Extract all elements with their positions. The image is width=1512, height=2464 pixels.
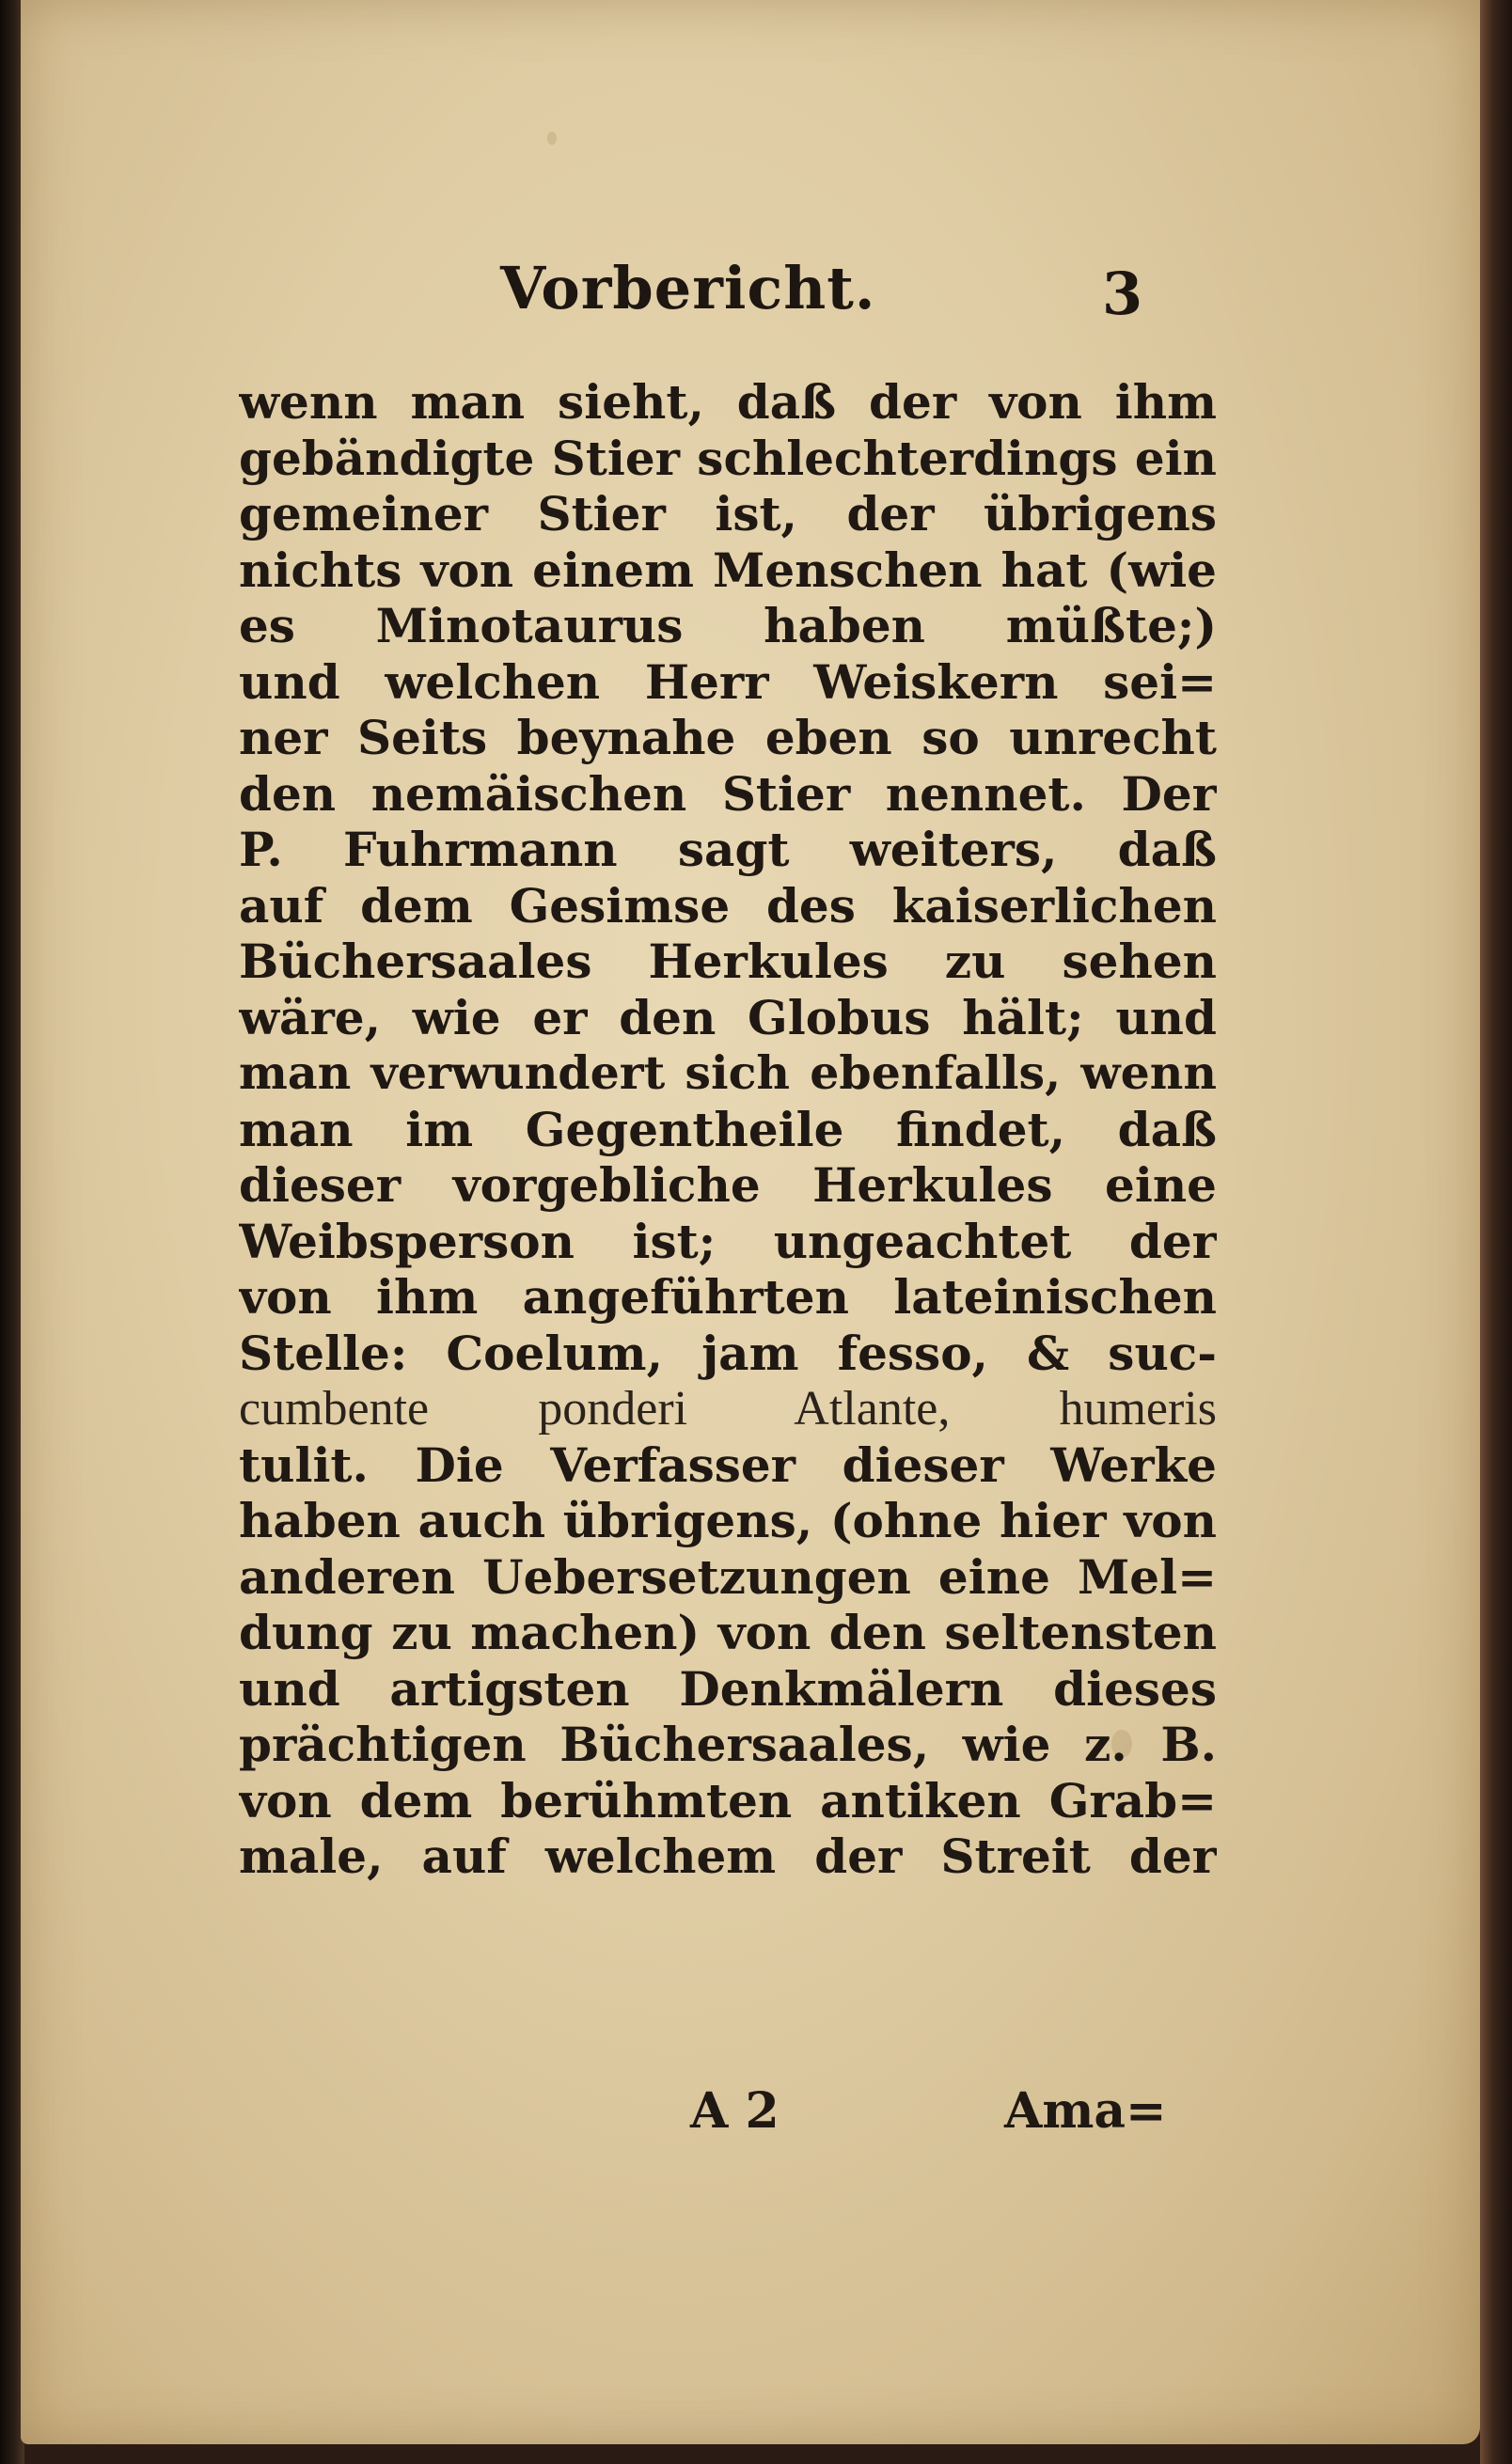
text-line: man verwundert sich ebenfalls, wenn <box>239 1045 1217 1100</box>
signature-mark: A 2 <box>690 2082 780 2140</box>
text-line: dieser vorgebliche Herkules eine <box>239 1157 1217 1213</box>
text-line: gebändigte Stier schlechterdings ein <box>239 430 1217 486</box>
text-line-latin: cumbente ponderi Atlante, humeris <box>239 1382 1217 1436</box>
text-line: von ihm angeführten lateinischen <box>239 1269 1217 1325</box>
text-line: anderen Uebersetzungen eine Mel= <box>239 1548 1217 1605</box>
text-line: und artigsten Denkmälern dieses <box>239 1660 1217 1717</box>
paper-stain <box>547 132 557 145</box>
page-content <box>21 0 1480 2444</box>
book-cover-edge-right <box>1480 0 1512 2464</box>
text-line: male, auf welchem der Streit der <box>239 1828 1217 1884</box>
text-line: P. Fuhrmann sagt weiters, daß <box>239 822 1217 877</box>
page-footer <box>21 2082 1480 2158</box>
text-line: prächtigen Büchersaales, wie z. B. <box>239 1717 1217 1772</box>
text-line: haben auch übrigens, (ohne hier von <box>239 1493 1217 1548</box>
text-line: wäre, wie er den Globus hält; und <box>239 989 1217 1045</box>
text-line: Stelle: Coelum, jam fesso, & suc- <box>239 1325 1217 1381</box>
text-line: von dem berühmten antiken Grab= <box>239 1772 1217 1828</box>
text-line: Büchersaales Herkules zu sehen <box>239 934 1217 989</box>
text-line: wenn man sieht, daß der von ihm <box>239 374 1217 430</box>
text-line: dung zu machen) von den seltensten <box>239 1605 1217 1660</box>
text-line: auf dem Gesimse des kaiserlichen <box>239 877 1217 934</box>
text-line: tulit. Die Verfasser dieser Werke <box>239 1436 1217 1493</box>
text-line: gemeiner Stier ist, der übrigens <box>239 486 1217 541</box>
text-line: ner Seits beynahe eben so unrecht <box>239 710 1217 765</box>
text-line: es Minotaurus haben müßte;) <box>239 598 1217 653</box>
page-number: 3 <box>1102 259 1143 328</box>
catchword: Ama= <box>1004 2082 1167 2140</box>
running-head <box>21 254 1480 329</box>
text-line: den nemäischen Stier nennet. Der <box>239 765 1217 822</box>
body-text <box>239 374 1217 1885</box>
running-head-title: Vorbericht. <box>500 254 876 322</box>
book-page <box>21 0 1480 2444</box>
text-line: Weibsperson ist; ungeachtet der <box>239 1213 1217 1269</box>
text-line: und welchen Herr Weiskern sei= <box>239 653 1217 710</box>
text-line: nichts von einem Menschen hat (wie <box>239 541 1217 598</box>
text-line: man im Gegentheile findet, daß <box>239 1101 1217 1157</box>
